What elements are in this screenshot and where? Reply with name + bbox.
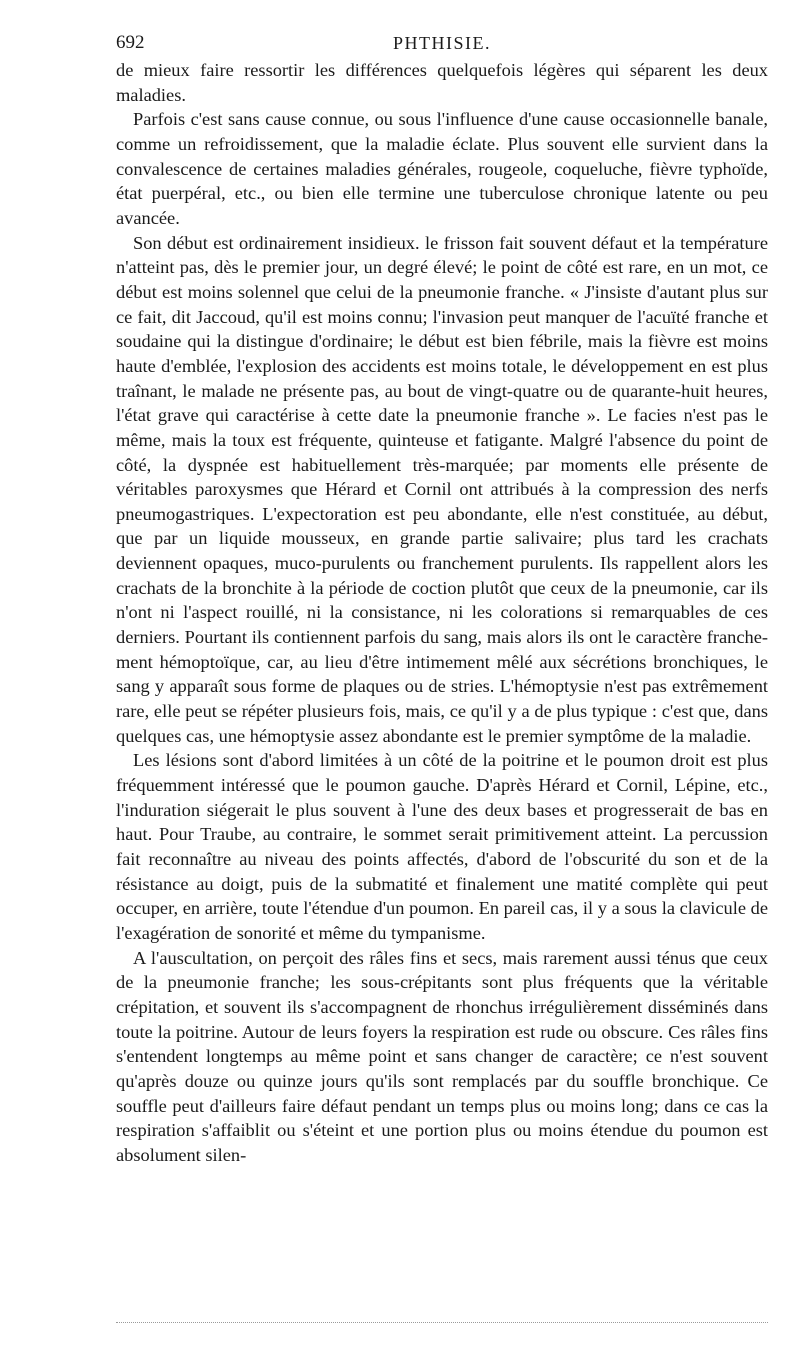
paragraph-auscultation: A l'auscultation, on perçoit des râles fins et secs, mais rarement aussi ténus que ceux de la pneumonie franche; les sous-crépitants sont plus fréquents que la véritable crépitation, et souvent ils s'accompagnent de rhonchus irrégulièrement disséminés dans toute la poitrine. Autour de leurs foyers la respiration est rude ou obscure. Ces râles fins s'entendent longtemps au même point et sans changer de caractère; ce n'est souvent qu'après douze ou quinze jours qu'ils sont remplacés par du souffle bronchique. Ce souffle peut d'ailleurs faire défaut pendant un temps plus ou moins long; dans ce cas la respiration s'affaiblit ou s'éteint et une portion plus ou moins étendue du poumon est absolument silen-	[116, 947, 768, 1165]
paragraph-onset: Son début est ordinairement insidieux. le frisson fait souvent défaut et la température n'atteint pas, dès le premier jour, un degré élevé; le point de côté est rare, en un mot, ce début est moins solennel que celui de la pneumonie franche. « J'insiste d'autant plus sur ce fait, dit Jaccoud, qu'il est moins connu; l'invasion peut manquer de l'acuïté franche et soudaine qui la distingue d'ordinaire; le début est bien fébrile, mais la fièvre est moins haute d'emblée, l'explosion des accidents est moins totale, le développement en est plus traînant, le malade ne présente pas, au bout de vingt-quatre ou de quarante-huit heures, l'état grave qui caractérise à cette date la pneumonie franche ». Le facies n'est pas le même, mais la toux est fréquente, quinteuse et fatigante. Malgré l'absence du point de côté, la dyspnée est habituellement très-marquée; par moments elle présente de véritables paroxysmes que Hérard et Cornil ont attribués à la compression des nerfs pneumogastriques. L'expectoration est peu abondante, elle n'est constituée, au début, que par un liquide mousseux, en grande partie salivaire; plus tard les crachats deviennent opaques, muco-purulents ou franchement purulents. Ils rappellent alors les crachats de la bronchite à la période de coction plutôt que ceux de la pneumonie, car ils n'ont ni l'aspect rouillé, ni la consistance, ni les colorations si remarquables de ces derniers. Pourtant ils contiennent parfois du sang, mais alors ils ont le caractère franchement hémoptoïque, car, au lieu d'être intimement mêlé aux sécrétions bronchiques, le sang y apparaît sous forme de plaques ou de stries. L'hémoptysie n'est pas extrêmement rare, elle peut se répéter plusieurs fois, mais, ce qu'il y a de plus typique : c'est que, dans quelques cas, une hémoptysie assez abondante est le premier symptôme de la maladie.	[116, 232, 768, 746]
bottom-dotted-rule	[116, 1322, 768, 1323]
paragraph-causes: Parfois c'est sans cause connue, ou sous l'influence d'une cause occasionnelle banale, comme un refroidissement, que la maladie éclate. Plus souvent elle survient dans la convalescence de certaines maladies générales, rougeole, coqueluche, fièvre typhoïde, état puerpéral, etc., ou bien elle termine une tuberculose chronique latente ou peu avancée.	[116, 109, 768, 228]
book-page	[116, 28, 768, 1168]
running-title: PHTHISIE.	[393, 33, 491, 53]
body-text	[116, 58, 768, 1168]
paragraph-continuation: de mieux faire ressortir les différences quelquefois légères qui séparent les deux maladies.	[116, 60, 768, 105]
paragraph-lesions: Les lésions sont d'abord limitées à un côté de la poitrine et le poumon droit est plus fréquemment intéressé que le poumon gauche. D'après Hérard et Cornil, Lépine, etc., l'induration siégerait le plus souvent à l'une des deux bases et progresserait de bas en haut. Pour Traube, au contraire, le sommet serait primitivement atteint. La percussion fait reconnaître au niveau des points affectés, d'abord de l'obscurité du son et de la résistance au doigt, puis de la submatité et finalement une matité complète qui peut occuper, en arrière, toute l'étendue d'un poumon. En pareil cas, il y a sous la clavicule de l'exagération de sonorité et même du tympanisme.	[116, 750, 768, 943]
page-header	[116, 28, 768, 58]
page-number: 692	[116, 32, 145, 53]
